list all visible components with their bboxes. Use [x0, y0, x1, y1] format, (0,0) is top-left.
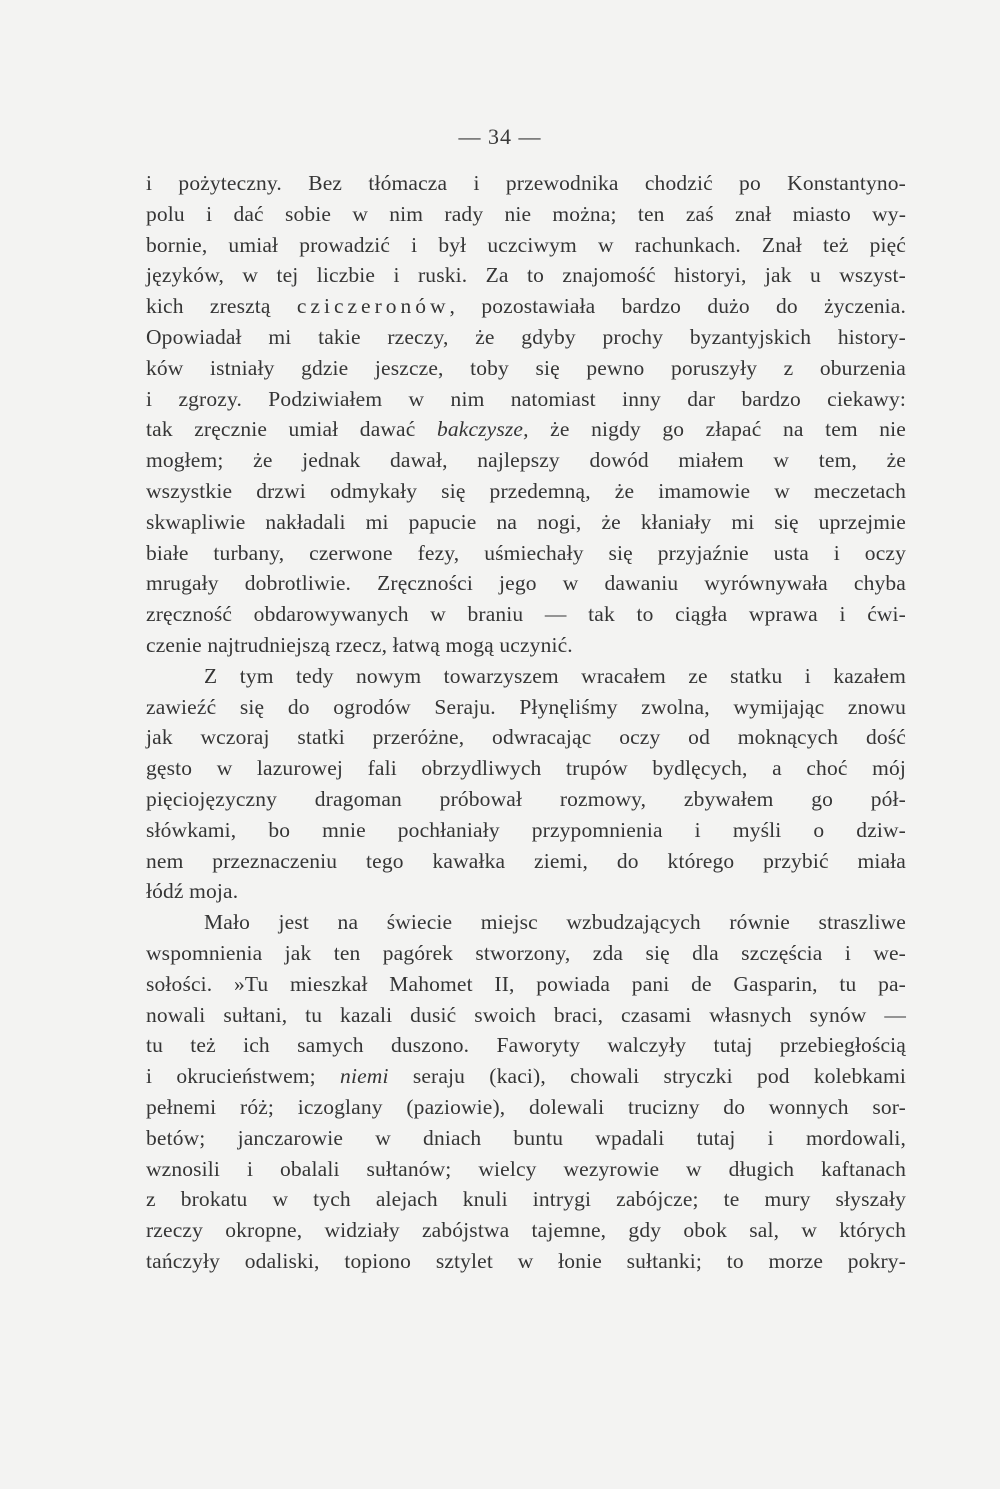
text-line: mrugały dobrotliwie. Zręczności jego w dawaniu wyrównywała chyba — [146, 571, 906, 596]
text-line: słówkami, bo mnie pochłaniały przypomnienia i myśli o dziw- — [146, 817, 906, 842]
text-line: mogłem; że jednak dawał, najlepszy dowód miałem w tem, że — [146, 448, 906, 473]
text-line: nem przeznaczeniu tego kawałka ziemi, do którego przybić miała — [146, 848, 906, 873]
text-line: białe turbany, czerwone fezy, uśmiechały się przyjaźnie usta i oczy — [146, 540, 906, 565]
text-line: jak wczoraj statki przeróżne, odwracając oczy od moknących dość — [146, 725, 906, 750]
text-line: Z tym tedy nowym towarzyszem wracałem ze statku i kazałem — [204, 663, 906, 688]
text-line: bornie, umiał prowadzić i był uczciwym w rachunkach. Znał też pięć — [146, 232, 906, 257]
body-text — [146, 168, 906, 1277]
text-run: i okrucieństwem; — [146, 1064, 341, 1089]
text-line: gęsto w lazurowej fali obrzydliwych trupów bydlęcych, a choć mój — [146, 756, 906, 781]
text-line — [146, 291, 906, 322]
text-line: i pożyteczny. Bez tłómacza i przewodnika chodzić po Konstantyno- — [146, 171, 906, 195]
text-line: betów; janczarowie w dniach buntu wpadali tutaj i mordowali, — [146, 1125, 906, 1150]
text-line: zręczność obdarowywanych w braniu — tak to ciągła wprawa i ćwi- — [146, 602, 906, 627]
text-run: tak zręcznie umiał dawać — [146, 417, 437, 442]
text-line: pełnemi róż; iczoglany (paziowie), dolewali trucizny do wonnych sor- — [146, 1094, 906, 1119]
text-line: pięciojęzyczny dragoman próbował rozmowy, zbywałem go pół- — [146, 786, 906, 811]
spaced-emphasis: cziczeronów — [296, 294, 450, 319]
italic-emphasis: niemi — [340, 1064, 389, 1089]
text-run: kich zresztą — [146, 294, 297, 319]
text-line: skwapliwie nakładali mi papucie na nogi, że kłaniały mi się uprzejmie — [146, 509, 906, 534]
text-line: z brokatu w tych alejach knuli intrygi zabójcze; te mury słyszały — [146, 1187, 906, 1212]
text-line: łódź moja. — [146, 879, 239, 904]
text-line: i zgrozy. Podziwiałem w nim natomiast inny dar bardzo ciekawy: — [146, 386, 906, 411]
text-run: że nigdy go złapać na tem nie — [528, 417, 906, 442]
text-line: ków istniały gdzie jeszcze, toby się pewno poruszyły z oburzenia — [146, 355, 906, 380]
text-line: rzeczy okropne, widziały zabójstwa tajemne, gdy obok sal, w których — [146, 1218, 906, 1243]
text-line — [146, 1061, 906, 1092]
text-line: tańczyły odaliski, topiono sztylet w łonie sułtanki; to morze pokry- — [146, 1248, 906, 1273]
text-line: zawieźć się do ogrodów Seraju. Płynęliśmy zwolna, wymijając znowu — [146, 694, 906, 719]
text-line: wspomnienia jak ten pagórek stworzony, zda się dla szczęścia i we- — [146, 940, 906, 965]
text-line: Mało jest na świecie miejsc wzbudzających równie straszliwe — [204, 910, 906, 935]
text-line: tu też ich samych duszono. Faworyty walczyły tutaj przebiegłością — [146, 1033, 906, 1058]
text-line: wznosili i obalali sułtanów; wielcy wezyrowie w długich kaftanach — [146, 1156, 906, 1181]
text-line — [146, 414, 906, 445]
text-line: wszystkie drzwi odmykały się przedemną, że imamowie w meczetach — [146, 478, 906, 503]
italic-emphasis: bakczysze, — [436, 417, 529, 442]
text-line: języków, w tej liczbie i ruski. Za to znajomość historyi, jak u wszyst- — [146, 263, 906, 288]
text-run: , pozostawiała bardzo dużo do życzenia. — [449, 294, 906, 319]
text-line: czenie najtrudniejszą rzecz, łatwą mogą uczynić. — [146, 632, 573, 657]
text-line: polu i dać sobie w nim rady nie można; ten zaś znał miasto wy- — [146, 201, 906, 226]
text-line: nowali sułtani, tu kazali dusić swoich braci, czasami własnych synów — — [146, 1002, 906, 1027]
text-line: Opowiadał mi takie rzeczy, że gdyby prochy byzantyjskich history- — [146, 324, 906, 349]
page-number: — 34 — — [458, 124, 542, 149]
text-run: seraju (kaci), chowali stryczki pod kolebkami — [388, 1064, 906, 1089]
text-line: sołości. »Tu mieszkał Mahomet II, powiada pani de Gasparin, tu pa- — [146, 971, 906, 996]
